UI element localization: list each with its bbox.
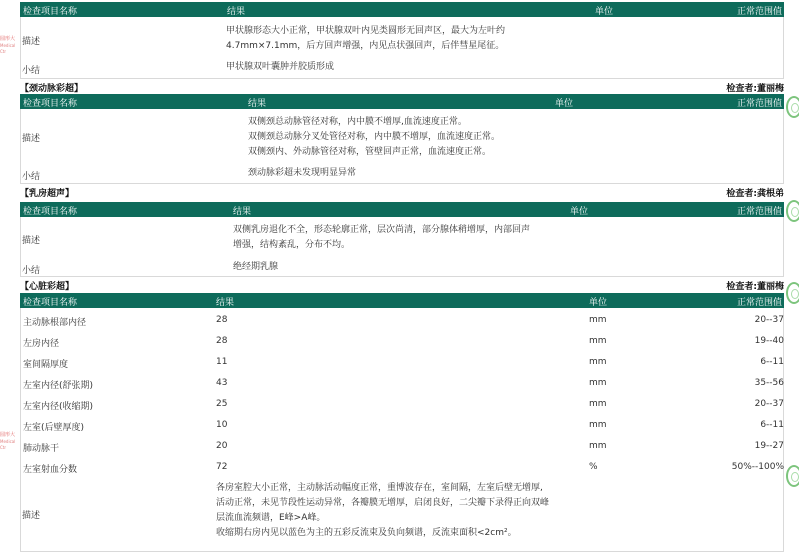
carotid-description: 双侧颈总动脉管径对称，内中膜不增厚,血流速度正常。 双侧颈总动脉分叉处管径对称，内中膜不增厚，血流速度正常。 双侧颈内、外动脉管径对称，管壁回声正常，血流速度正常。 [248, 117, 501, 157]
breast-summary: 绝经期乳腺 [233, 262, 279, 272]
col-result: 结果 [248, 99, 267, 109]
table-row: 左室射血分数 72 % 50%--100% [23, 462, 784, 475]
breast-desc-label: 描述 [22, 236, 41, 246]
col-item-name: 检查项目名称 [23, 207, 78, 217]
table-row: 主动脉根部内径 28 mm 20--37 [23, 315, 784, 328]
col-result: 结果 [216, 298, 235, 308]
col-range: 正常范围值 [736, 207, 782, 217]
col-item-name: 检查项目名称 [23, 7, 78, 17]
breast-checker: 检查者:龚根弟 [726, 189, 784, 199]
breast-description: 双侧乳房退化不全，形态轮廓正常，层次尚清，部分腺体稍增厚，内部回声 增强，结构紊乱，分布不均。 [233, 225, 531, 250]
col-unit: 单位 [555, 99, 574, 109]
col-unit: 单位 [570, 207, 589, 217]
thyroid-summary: 甲状腺双叶囊肿并胶质形成 [226, 62, 335, 72]
col-unit: 单位 [595, 7, 614, 17]
thyroid-description: 甲状腺形态大小正常，甲状腺双叶内见类圆形无回声区，最大为左叶约 4.7mm×7.1mm，后方回声增强，内见点状强回声，后伴彗星尾征。 [226, 26, 506, 51]
stamp-seal-icon [786, 465, 799, 487]
table-row: 左房内径 28 mm 19--40 [23, 336, 784, 349]
heart-checker: 检查者:董丽梅 [726, 282, 784, 292]
table-row: 室间隔厚度 11 mm 6--11 [23, 357, 784, 370]
stamp-seal-icon [786, 96, 799, 118]
carotid-desc-label: 描述 [22, 134, 41, 144]
thyroid-table-header [20, 2, 784, 17]
col-result: 结果 [227, 7, 246, 17]
stamp-seal-icon [786, 282, 799, 304]
table-row: 左室内径(收缩期) 25 mm 20--37 [23, 399, 784, 412]
heart-desc-label: 描述 [22, 511, 41, 521]
breast-summary-label: 小结 [22, 266, 41, 276]
stamp-seal-icon [786, 200, 799, 222]
table-row: 肺动脉干 20 mm 19--27 [23, 441, 784, 454]
col-range: 正常范围值 [736, 99, 782, 109]
thyroid-desc-label: 描述 [22, 37, 41, 47]
thyroid-summary-label: 小结 [22, 66, 41, 76]
carotid-section-title: 【颈动脉彩超】 检查者:董丽梅 [20, 81, 784, 94]
heart-table-header [20, 293, 784, 308]
breast-table-header [20, 202, 784, 217]
col-range: 正常范围值 [736, 298, 782, 308]
carotid-table-header [20, 94, 784, 109]
col-range: 正常范围值 [736, 7, 782, 17]
heart-description: 各房室腔大小正常，主动脉活动幅度正常，重博波存在，室间隔，左室后壁无增厚, 活动正常，未见节段性运动异常，各瓣膜无增厚，启闭良好，二尖瓣下录得正向双峰 层流血流频谱，E峰>A峰。 收缩期右房内见以蓝色为主的五彩反流束及负向频谱，反流束面积<2cm²。 [216, 483, 550, 538]
heart-section-title: 【心脏彩超】 检查者:董丽梅 [20, 279, 784, 292]
col-item-name: 检查项目名称 [23, 298, 78, 308]
carotid-summary: 颈动脉彩超未发现明显异常 [248, 168, 357, 178]
watermark-logo: 圆形大 Medical Ctr [0, 432, 16, 450]
col-unit: 单位 [589, 298, 608, 308]
carotid-summary-label: 小结 [22, 172, 41, 182]
table-row: 左室内径(舒张期) 43 mm 35--56 [23, 378, 784, 391]
col-result: 结果 [233, 207, 252, 217]
carotid-checker: 检查者:董丽梅 [726, 84, 784, 94]
table-row: 左室(后壁厚度) 10 mm 6--11 [23, 420, 784, 433]
col-item-name: 检查项目名称 [23, 99, 78, 109]
breast-section-title: 【乳房超声】 检查者:龚根弟 [20, 186, 784, 199]
watermark-logo: 圆形大 Medical Ctr [0, 36, 16, 54]
